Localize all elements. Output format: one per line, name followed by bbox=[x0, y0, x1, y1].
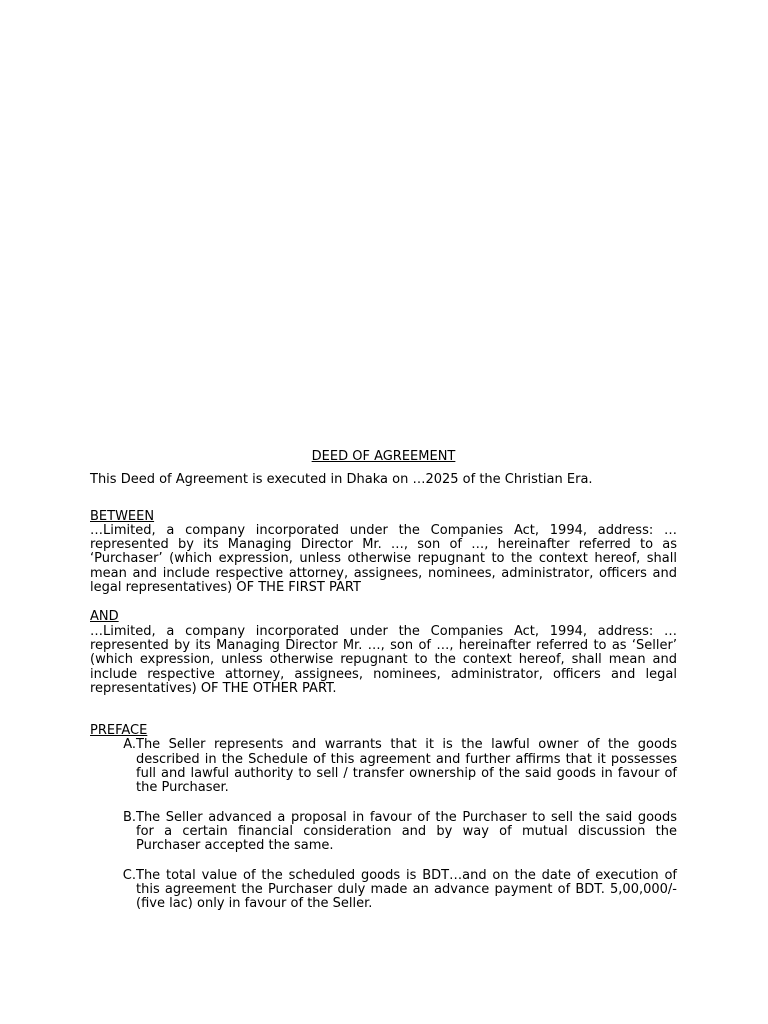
preface-item-marker: A. bbox=[123, 737, 136, 753]
preface-item-a bbox=[90, 738, 677, 795]
preface-list bbox=[90, 738, 677, 911]
preface-heading: PREFACE bbox=[90, 723, 148, 739]
intro-paragraph: This Deed of Agreement is executed in Dhaka on …2025 of the Christian Era. bbox=[90, 472, 593, 488]
preface-item-text: The Seller advanced a proposal in favour of the Purchaser to sell the said goods for a certain financial consideration and by way of mutual discussion the Purchaser accepted the same. bbox=[136, 809, 677, 854]
and-heading: AND bbox=[90, 609, 119, 625]
preface-item-marker: C. bbox=[122, 867, 136, 883]
first-party-paragraph: …Limited, a company incorporated under the Companies Act, 1994, address: … represented by its Managing Director Mr. …, son of …, hereinafter referred to as ‘Purchaser’ (which expression, unless otherwise repugnant to the context hereof, shall mean and include respective attorney, assignees, nominees, administrator, officers and legal representatives) OF THE FIRST PART bbox=[90, 522, 677, 596]
document-title: DEED OF AGREEMENT bbox=[311, 449, 456, 464]
second-party-paragraph: …Limited, a company incorporated under the Companies Act, 1994, address: … represented by its Managing Director Mr. …, son of …, hereinafter referred to as ‘Seller’ (which expression, unless otherwise repugnant to the context hereof, shall mean and include respective attorney, assignees, nominees, administrator, officers and legal representatives) OF THE OTHER PART. bbox=[90, 623, 677, 696]
preface-item-text: The total value of the scheduled goods is BDT…and on the date of execution of this agreement the Purchaser duly made an advance payment of BDT. 5,00,000/- (five lac) only in favour of the Seller. bbox=[136, 867, 677, 912]
between-heading: BETWEEN bbox=[90, 508, 155, 524]
document-page bbox=[90, 450, 677, 926]
preface-item-b bbox=[90, 811, 677, 854]
preface-item-text: The Seller represents and warrants that it is the lawful owner of the goods described in the Schedule of this agreement and further affirms that it possesses full and lawful authority to sell / transfer ownership of the said goods in favour of the Purchaser. bbox=[136, 737, 677, 796]
preface-item-marker: B. bbox=[122, 809, 136, 825]
preface-item-c bbox=[90, 869, 677, 912]
